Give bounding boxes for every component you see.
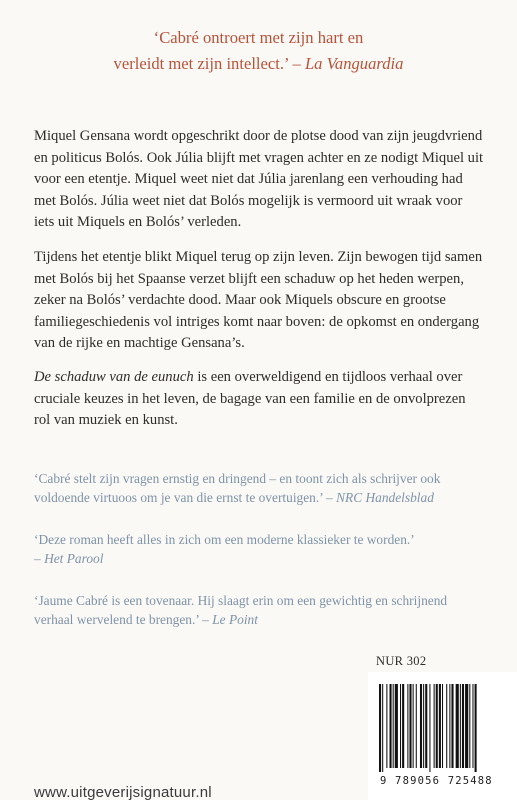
barcode-bar — [423, 684, 424, 768]
blurb-paragraph-1 — [34, 126, 494, 234]
headline-line-1: ‘Cabré ontroert met zijn hart en — [153, 28, 364, 47]
book-title: De schaduw van de eunuch — [34, 369, 194, 385]
barcode-bar — [425, 684, 427, 768]
barcode-bar — [442, 684, 443, 768]
barcode-bar — [465, 684, 468, 768]
headline-line-2 — [0, 51, 517, 77]
headline-source: La Vanguardia — [304, 54, 404, 73]
barcode-bar — [434, 684, 435, 768]
barcode-area — [368, 672, 517, 800]
blurb-paragraph-2 — [34, 247, 494, 355]
barcode-bar — [436, 684, 438, 768]
blurb-p1-line: en politicus Bolós. Ook Júlia blijft met vragen achter en ze nodigt Miquel uit — [34, 149, 484, 166]
barcode-bar — [400, 684, 401, 768]
barcode-bar — [462, 684, 464, 768]
nur-code: NUR 302 — [376, 654, 427, 668]
barcode-bar — [460, 684, 461, 768]
blurb-paragraph-3 — [34, 367, 494, 432]
barcode-bar — [395, 684, 398, 768]
blurb-p1-line: voor een etentje. Miquel weet niet dat Júlia jarenlang een verhouding had — [34, 171, 463, 187]
blurb-p2-line: met Bolós bij het Spaanse verzet blijft een schaduw op het heden werpen, — [34, 270, 464, 287]
blurb-p2-line: Tijdens het etentje blikt Miquel terug op zijn leven. Zijn bewogen tijd samen — [34, 249, 483, 265]
publisher-website: www.uitgeverijsignatuur.nl — [34, 784, 212, 800]
quote-line: – — [34, 551, 41, 566]
blurb-p3-line-3: rol van muziek en kunst. — [34, 412, 178, 428]
barcode-bar — [402, 684, 404, 768]
barcode-bar — [449, 684, 450, 768]
barcode-bar — [390, 684, 392, 768]
quote-line: voldoende virtuoos om je van die ernst te overtuigen.’ – — [34, 490, 333, 505]
review-quote-1 — [34, 469, 504, 507]
barcode-bar — [393, 684, 394, 768]
barcode-graphic — [378, 684, 508, 772]
barcode-bar — [429, 684, 430, 772]
barcode-bar — [456, 684, 459, 768]
barcode-bar — [451, 684, 453, 768]
blurb-p2-line: van de rijke en machtige Gensana’s. — [34, 335, 245, 351]
quote-line: ‘Deze roman heeft alles in zich om een moderne klassieker te worden.’ — [34, 532, 415, 547]
quote-line: ‘Jaume Cabré is een tovenaar. Hij slaagt erin om een gewichtig en schrijnend — [34, 593, 448, 608]
review-quote-3 — [34, 591, 504, 629]
barcode-bar — [416, 684, 417, 768]
barcode-bar — [407, 684, 408, 768]
review-quote-2 — [34, 530, 504, 568]
barcode-bar — [446, 684, 447, 768]
blurb-p2-line: familiegeschiedenis vol intriges komt naar boven: de opkomst en ondergang — [34, 313, 480, 330]
barcode-bar — [420, 684, 422, 768]
barcode-bar — [439, 684, 441, 768]
barcode-bar — [475, 684, 477, 772]
barcode-bar — [386, 684, 387, 768]
barcode-bar — [413, 684, 414, 768]
blurb-p1-line: iets uit Miquels en Bolós’ verleden. — [34, 214, 242, 230]
quote-line: ‘Cabré stelt zijn vragen ernstig en dringend – en toont zich als schrijver ook — [34, 471, 441, 486]
headline-line-2-text: verleidt met zijn intellect.’ – — [113, 54, 301, 73]
quote-source: Het Parool — [44, 551, 104, 566]
barcode-bar — [469, 684, 470, 768]
blurb-p2-line: zeker na Bolós’ verdachte dood. Maar ook Miquels obscure en grootse — [34, 292, 446, 308]
blurb-p1-line: Miquel Gensana wordt opgeschrikt door de plotse dood van zijn jeugdvriend — [34, 128, 483, 144]
isbn-number: 9 789056 725488 — [380, 775, 493, 787]
barcode-bar — [472, 684, 473, 768]
barcode-bar — [379, 684, 381, 772]
blurb-p3-line-2: cruciale keuzes in het leven, de bagage van een familie en de onvolprezen — [34, 390, 466, 407]
quote-source: Le Point — [212, 612, 258, 627]
headline-quote — [0, 25, 517, 77]
quote-line: verhaal wervelend te brengen.’ – — [34, 612, 209, 627]
quote-source: NRC Handelsblad — [336, 490, 434, 505]
barcode-bar — [409, 684, 411, 768]
blurb-p3-line-1: is een overweldigend en tijdloos verhaal over — [193, 369, 463, 385]
barcode-bar — [382, 684, 383, 772]
blurb-p1-line: met Bolós. Júlia weet niet dat Bolós mogelijk is vermoord uit wraak voor — [34, 192, 463, 209]
